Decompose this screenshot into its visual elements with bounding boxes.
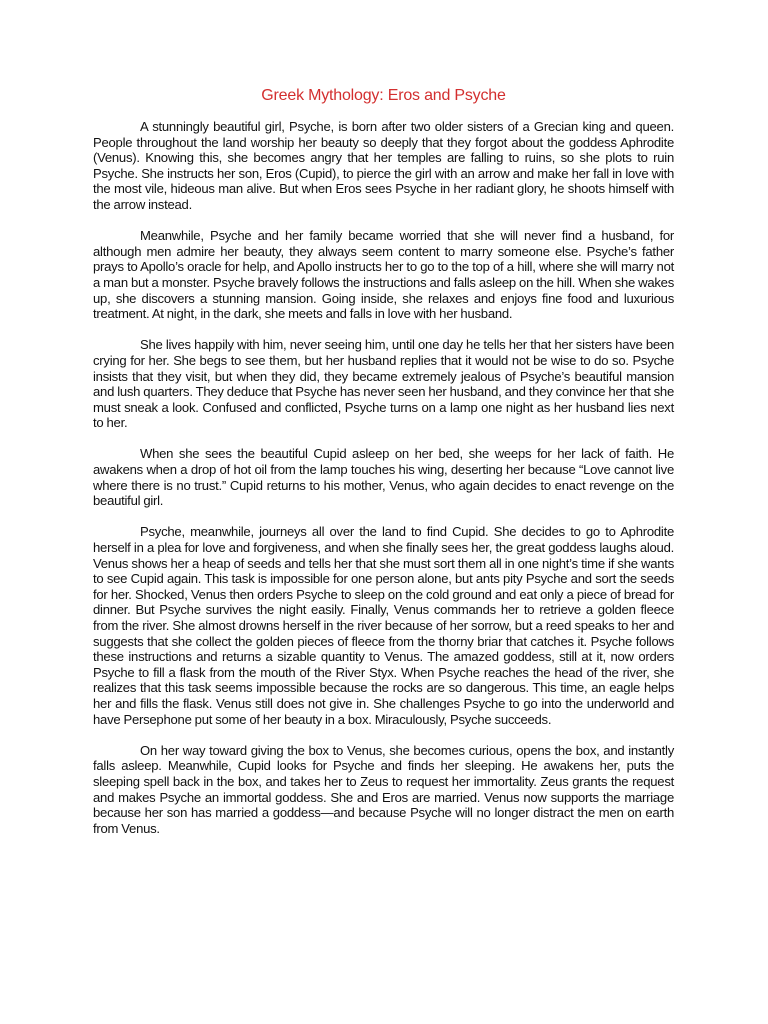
paragraph-4: When she sees the beautiful Cupid asleep on her bed, she weeps for her lack of faith. He awakens when a drop of hot oil from the lamp touches his wing, deserting her because “Love cannot live where there is no trust.” Cupid returns to his mother, Venus, who again decides to enact revenge on the beautiful girl.	[93, 446, 674, 509]
paragraph-6: On her way toward giving the box to Venus, she becomes curious, opens the box, and instantly falls asleep. Meanwhile, Cupid looks for Psyche and finds her sleeping. He awakens her, puts the sleeping spell back in the box, and takes her to Zeus to request her immortality. Zeus grants the request and makes Psyche an immortal goddess. She and Eros are married. Venus now supports the marriage because her son has married a goddess—and because Psyche will no longer distract the men on earth from Venus.	[93, 742, 674, 836]
document-title: Greek Mythology: Eros and Psyche	[261, 87, 506, 104]
paragraph-3: She lives happily with him, never seeing him, until one day he tells her that her sisters have been crying for her. She begs to see them, but her husband replies that it would not be wise to do so. Psyche insists that they visit, but when they did, they became extremely jealous of Psyche’s beautiful mansion and lush quarters. They deduce that Psyche has never seen her husband, and they convince her that she must sneak a look. Confused and conflicted, Psyche turns on a lamp one night as her husband lies next to her.	[93, 337, 674, 431]
paragraph-5: Psyche, meanwhile, journeys all over the land to find Cupid. She decides to go to Aphrodite herself in a plea for love and forgiveness, and when she finally sees her, the great goddess laughs aloud. Venus shows her a heap of seeds and tells her that she must sort them all in one night’s time if she wants to see Cupid again. This task is impossible for one person alone, but ants pity Psyche and sort the seeds for her. Shocked, Venus then orders Psyche to sleep on the cold ground and eat only a piece of bread for dinner. But Psyche survives the night easily. Finally, Venus commands her to retrieve a golden fleece from the river. She almost drowns herself in the river because of her sorrow, but a reed speaks to her and suggests that she collect the golden pieces of fleece from the thorny briar that catches it. Psyche follows these instructions and returns a sizable quantity to Venus. The amazed goddess, still at it, now orders Psyche to fill a flask from the mouth of the River Styx. When Psyche reaches the head of the river, she realizes that this task seems impossible because the rocks are so dangerous. This time, an eagle helps her and fills the flask. Venus still does not give in. She challenges Psyche to go into the underworld and have Persephone put some of her beauty in a box. Miraculously, Psyche succeeds.	[93, 524, 674, 727]
document-page	[93, 86, 674, 852]
paragraph-1: A stunningly beautiful girl, Psyche, is born after two older sisters of a Grecian king and queen. People throughout the land worship her beauty so deeply that they forgot about the goddess Aphrodite (Venus). Knowing this, she becomes angry that her temples are falling to ruins, so she plots to ruin Psyche. She instructs her son, Eros (Cupid), to pierce the girl with an arrow and make her fall in love with the most vile, hideous man alive. But when Eros sees Psyche in her radiant glory, he shoots himself with the arrow instead.	[93, 119, 674, 212]
paragraph-2: Meanwhile, Psyche and her family became worried that she will never find a husband, for although men admire her beauty, they always seem content to marry someone else. Psyche’s father prays to Apollo’s oracle for help, and Apollo instructs her to go to the top of a hill, where she will marry not a man but a monster. Psyche bravely follows the instructions and falls asleep on the hill. When she wakes up, she discovers a stunning mansion. Going inside, she relaxes and enjoys fine food and luxurious treatment. At night, in the dark, she meets and falls in love with her husband.	[93, 228, 674, 322]
